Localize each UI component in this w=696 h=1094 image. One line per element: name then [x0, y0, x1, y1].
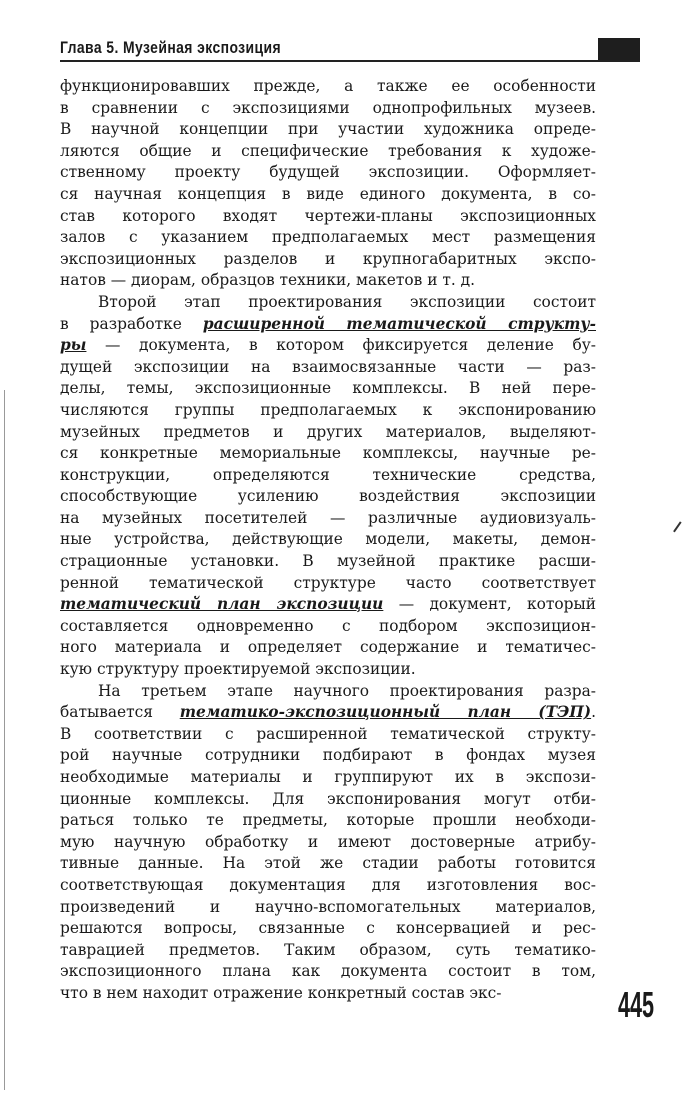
running-header [60, 38, 640, 60]
text-run: батывается [60, 703, 180, 722]
page-edge [4, 390, 5, 1090]
text-line [60, 465, 596, 487]
text-line [60, 206, 596, 228]
emphasized-term: тематико-экспозиционный план (ТЭП) [179, 703, 592, 722]
text-line [60, 789, 596, 811]
text-run: натов — диорам, образцов техники, макетов и т. д. [60, 271, 476, 290]
text-run: кую структуру проектируемой экспозиции. [60, 660, 416, 679]
text-line [60, 659, 596, 681]
text-line [60, 832, 596, 854]
text-run: в разработке [60, 314, 203, 333]
text-run: ся конкретные мемориальные комплексы, научные ре- [60, 444, 596, 463]
text-line [60, 983, 596, 1005]
text-line [60, 551, 596, 573]
text-line [60, 141, 596, 163]
margin-mark [673, 521, 685, 534]
text-line [60, 422, 596, 444]
text-line [60, 335, 596, 357]
paragraph-3 [60, 681, 596, 1005]
text-run: функционировавших прежде, а также ее особенности [60, 77, 596, 95]
text-run: В соответствии с расширенной тематической структу- [60, 724, 596, 743]
text-line [60, 292, 596, 314]
text-run: составляется одновременно с подбором экспозицион- [60, 616, 596, 635]
text-run: что в нем находит отражение конкретный состав экс- [60, 983, 502, 1002]
text-run: раться только те предметы, которые прошли необходи- [60, 811, 596, 830]
text-line [60, 119, 596, 141]
text-line [60, 875, 596, 897]
text-run: став которого входят чертежи-планы экспозиционных [60, 206, 596, 225]
text-run: на музейных посетителей — различные аудиовизуаль- [60, 508, 596, 527]
text-line [60, 702, 596, 724]
text-line [60, 573, 596, 595]
text-line [60, 637, 596, 659]
text-run: ляются общие и специфические требования к художе- [60, 141, 596, 160]
emphasized-term: тематический план экспозиции [60, 595, 384, 614]
paragraph-2 [60, 292, 596, 681]
text-run: числяются группы предполагаемых к экспонированию [60, 400, 596, 419]
emphasized-term: ры [60, 336, 87, 355]
text-run: — документа, в котором фиксируется деление бу- [86, 336, 596, 355]
text-run: ного материала и определяет содержание и тематичес- [60, 638, 596, 657]
text-run: ные устройства, действующие модели, макеты, демон- [60, 530, 596, 549]
text-line [60, 594, 596, 616]
text-run: ционные комплексы. Для экспонирования могут отби- [60, 789, 596, 808]
text-line [60, 616, 596, 638]
emphasized-term: расширенной тематической структу- [202, 314, 596, 333]
text-line [60, 249, 596, 271]
text-line [60, 745, 596, 767]
text-run: Второй этап проектирования экспозиции состоит [98, 292, 596, 311]
text-run: необходимые материалы и группируют их в экспози- [60, 768, 596, 786]
text-line [60, 162, 596, 184]
text-run: рой научные сотрудники подбирают в фондах музея [60, 746, 596, 765]
paragraph-1 [60, 76, 596, 292]
header-rule [60, 60, 640, 62]
body-text [60, 76, 596, 1005]
text-run: мую научную обработку и имеют достоверные атрибу- [60, 832, 596, 851]
text-run: ренной тематической структуре часто соответствует [60, 573, 596, 592]
header-black-block [598, 38, 640, 60]
text-run: На третьем этапе научного проектирования разра- [98, 681, 596, 700]
text-run: произведений и научно-вспомогательных материалов, [60, 897, 596, 916]
text-line [60, 98, 596, 120]
text-run: залов с указанием предполагаемых мест размещения [60, 228, 596, 247]
text-run: В научной концепции при участии художника опреде- [60, 120, 596, 139]
text-line [60, 810, 596, 832]
chapter-title: Глава 5. Музейная экспозиция [60, 38, 282, 57]
text-run: ственному проекту будущей экспозиции. Оформляет- [60, 163, 596, 182]
text-run: экспозиционных разделов и крупногабаритных экспо- [60, 249, 596, 268]
text-line [60, 400, 596, 422]
text-line [60, 270, 596, 292]
text-run: . [591, 703, 596, 722]
text-line [60, 357, 596, 379]
text-run: соответствующая документация для изготовления вос- [60, 875, 596, 894]
text-line [60, 681, 596, 703]
text-run: в сравнении с экспозициями однопрофильных музеев. [60, 98, 596, 117]
text-run: страционные установки. В музейной практике расши- [60, 552, 596, 571]
text-run: — документ, который [383, 595, 596, 614]
text-line [60, 76, 596, 98]
text-run: тивные данные. На этой же стадии работы готовится [60, 854, 596, 873]
text-run: способствующие усилению воздействия экспозиции [60, 487, 596, 506]
text-line [60, 486, 596, 508]
text-run: музейных предметов и других материалов, выделяют- [60, 422, 596, 441]
text-run: делы, темы, экспозиционные комплексы. В ней пере- [60, 379, 596, 398]
text-line [60, 443, 596, 465]
text-run: дущей экспозиции на взаимосвязанные части — раз- [60, 357, 596, 376]
text-run: решаются вопросы, связанные с консервацией и рес- [60, 919, 596, 938]
text-line [60, 378, 596, 400]
text-line [60, 529, 596, 551]
text-line [60, 314, 596, 336]
text-line [60, 508, 596, 530]
text-run: ся научная концепция в виде единого документа, в со- [60, 184, 596, 203]
text-line [60, 184, 596, 206]
text-run: конструкции, определяются технические средства, [60, 465, 596, 484]
text-run: таврацией предметов. Таким образом, суть тематико- [60, 940, 596, 959]
text-run: экспозиционного плана как документа состоит в том, [60, 962, 596, 981]
text-line [60, 853, 596, 875]
text-line [60, 897, 596, 919]
text-line [60, 724, 596, 746]
text-line [60, 767, 596, 789]
text-line [60, 961, 596, 983]
text-line [60, 940, 596, 962]
text-line [60, 227, 596, 249]
page-number: 445 [618, 984, 655, 1025]
text-line [60, 918, 596, 940]
